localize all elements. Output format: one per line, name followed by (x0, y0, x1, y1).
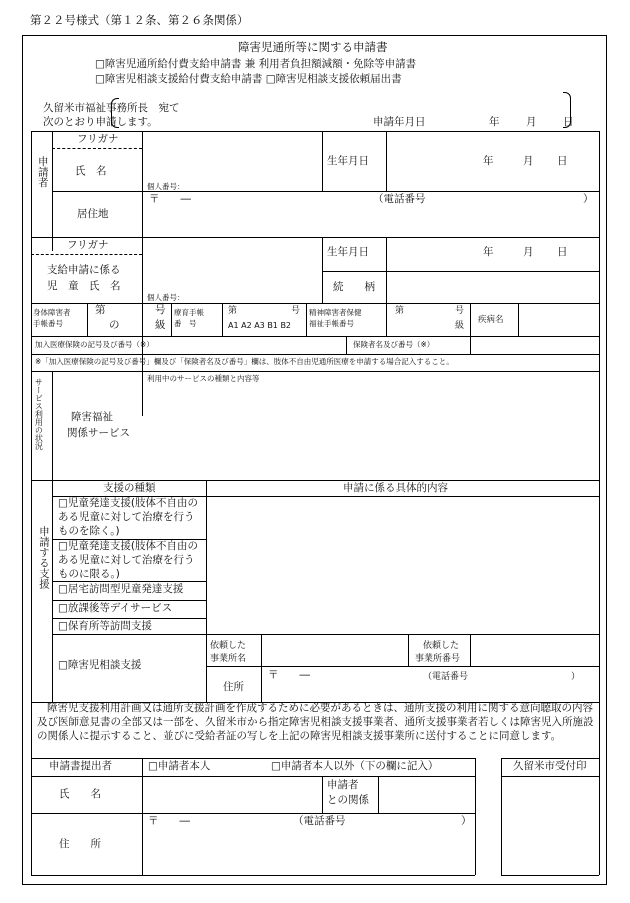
mental-kyu: 級 (455, 321, 465, 331)
receipt-stamp-label: 久留米市受付印 (513, 760, 587, 772)
applicant-personal-number[interactable]: 個人番号： (147, 182, 185, 191)
physical-go: 号 (155, 304, 166, 316)
child-relation-label: 続 柄 (333, 281, 375, 293)
applicant-address-label: 居住地 (77, 208, 109, 220)
submitter-self-option[interactable]: □申請者本人 (148, 760, 211, 772)
submitter-address-label: 住 所 (59, 838, 101, 850)
insured-number-label: 加入医療保険の記号及び番号（※） (35, 340, 154, 349)
support-type-2[interactable]: □児童発達支援(肢体不自由のある児童に対して治療を行うものに限る。) (58, 540, 199, 580)
mental-go: 号 (455, 306, 465, 316)
support-detail-header: 申請に係る具体的内容 (343, 482, 448, 494)
child-furigana-label: フリガナ (67, 239, 109, 251)
applicant-birth-label: 生年月日 (327, 155, 369, 167)
submitter-name-label: 氏 名 (59, 788, 101, 800)
submitter-relation-label-2: との関係 (327, 794, 369, 806)
child-birth-month: 月 (523, 246, 534, 258)
office-number-label-2: 事業所番号 (415, 654, 461, 664)
support-section-label: 申請する支援 (37, 526, 50, 589)
date-label: 申請年月日 (373, 116, 426, 128)
physical-kyu: 級 (155, 319, 166, 331)
physical-handbook-label-1: 身体障害者 (33, 308, 71, 317)
ryoiku-dai: 第 (228, 306, 238, 316)
applicant-phone-close: ） (583, 193, 594, 205)
child-personal-number[interactable]: 個人番号： (147, 293, 185, 302)
office-address-label: 住所 (223, 681, 244, 693)
physical-handbook-label-2: 手帳番号 (33, 319, 63, 328)
form-number: 第２２号様式（第１２条、第２６条関係） (30, 13, 249, 27)
service-row-label-2: 関係サービス (67, 427, 130, 439)
applicant-birth-month: 月 (523, 155, 534, 167)
form-type-line2[interactable]: □障害児相談支援給付費支給申請書 □障害児相談支援依頼届出書 (95, 73, 402, 85)
support-type-1[interactable]: □児童発達支援(肢体不自由のある児童に対して治療を行うものを除く。) (58, 497, 199, 537)
consent-text: 障害児支援利用計画又は通所支援計画を作成するために必要があるときは、通所支援の利用に関する意向聴取の内容及び医師意見書の全部又は一部を、久留米市から指定障害児相談支援事業者、通所支援事業者若しくは障害児入所施設の関係人に提示すること、並びに受給者証の写しを上記の障害児相談支援事業所に送付することに同意します。 (37, 702, 594, 742)
office-postal[interactable]: 〒 ― (268, 669, 310, 681)
mental-dai: 第 (395, 306, 405, 316)
ryoiku-label-1: 療育手帳 (174, 308, 204, 317)
service-status-label: サービス利用の状況 (34, 378, 44, 450)
ryoiku-grades[interactable]: A1 A2 A3 B1 B2 (228, 321, 292, 330)
support-type-header: 支援の種類 (103, 482, 156, 494)
date-month: 月 (526, 116, 537, 128)
applicant-birth-day: 日 (557, 155, 568, 167)
applicant-birth-year: 年 (483, 155, 494, 167)
insurance-note: ※「加入医療保険の記号及び番号」欄及び「保険者名及び番号」欄は、肢体不自由児通所医療を申請する場合記入すること。 (35, 357, 454, 366)
child-birth-day: 日 (557, 246, 568, 258)
submitter-other-option[interactable]: □申請者本人以外（下の欄に記入） (271, 760, 439, 772)
office-phone-open[interactable]: （電話番号 (423, 672, 469, 682)
insurer-label: 保険者名及び番号（※） (353, 340, 435, 349)
office-name-label-2: 事業所名 (210, 654, 247, 664)
child-name-label-1: 支給申請に係る (47, 264, 121, 276)
form-title: 障害児通所等に関する申請書 (238, 40, 388, 54)
applicant-furigana-label: フリガナ (77, 133, 119, 145)
intro-text: 次のとおり申請します。 (43, 116, 158, 128)
office-phone-close: ） (571, 672, 581, 682)
support-type-5[interactable]: □保育所等訪問支援 (58, 620, 152, 632)
applicant-postal[interactable]: 〒 ― (149, 193, 191, 205)
submitter-postal[interactable]: 〒 ― (148, 815, 190, 827)
mental-handbook-label-1: 精神障害者保健 (309, 308, 362, 317)
ryoiku-label-2: 番 号 (174, 319, 197, 328)
date-year: 年 (489, 116, 500, 128)
support-type-3[interactable]: □居宅訪問型児童発達支援 (58, 583, 184, 595)
addressee: 久留米市福祉事務所長 宛て (43, 102, 180, 114)
office-name-label-1: 依頼した (210, 641, 247, 651)
child-birth-year: 年 (483, 246, 494, 258)
service-row-label-1: 障害福祉 (71, 411, 113, 423)
child-birth-label: 生年月日 (327, 246, 369, 258)
mental-handbook-label-2: 福祉手帳番号 (309, 319, 354, 328)
ryoiku-go: 号 (291, 306, 301, 316)
applicant-section-label: 申請者 (36, 156, 49, 188)
child-name-label-2: 児 童 氏 名 (47, 280, 121, 292)
physical-no: の (109, 319, 120, 331)
applicant-name-label: 氏 名 (75, 165, 107, 177)
submitter-label: 申請書提出者 (49, 760, 112, 772)
submitter-phone-open[interactable]: （電話番号 (293, 815, 346, 827)
form-type-line1[interactable]: □障害児通所給付費支給申請書 兼 利用者負担額減額・免除等申請書 (95, 58, 417, 70)
physical-dai: 第 (95, 304, 106, 316)
office-number-label-1: 依頼した (423, 641, 460, 651)
support-type-6[interactable]: □障害児相談支援 (58, 659, 142, 671)
support-type-4[interactable]: □放課後等デイサービス (58, 602, 173, 614)
submitter-phone-close: ） (461, 815, 472, 827)
applicant-phone-open[interactable]: （電話番号 (373, 193, 426, 205)
disease-label: 疾病名 (478, 315, 504, 325)
date-day: 日 (563, 116, 574, 128)
application-form (22, 35, 607, 885)
submitter-relation-label-1: 申請者 (327, 779, 359, 791)
service-contents-label: 利用中のサービスの種類と内容等 (147, 374, 260, 383)
